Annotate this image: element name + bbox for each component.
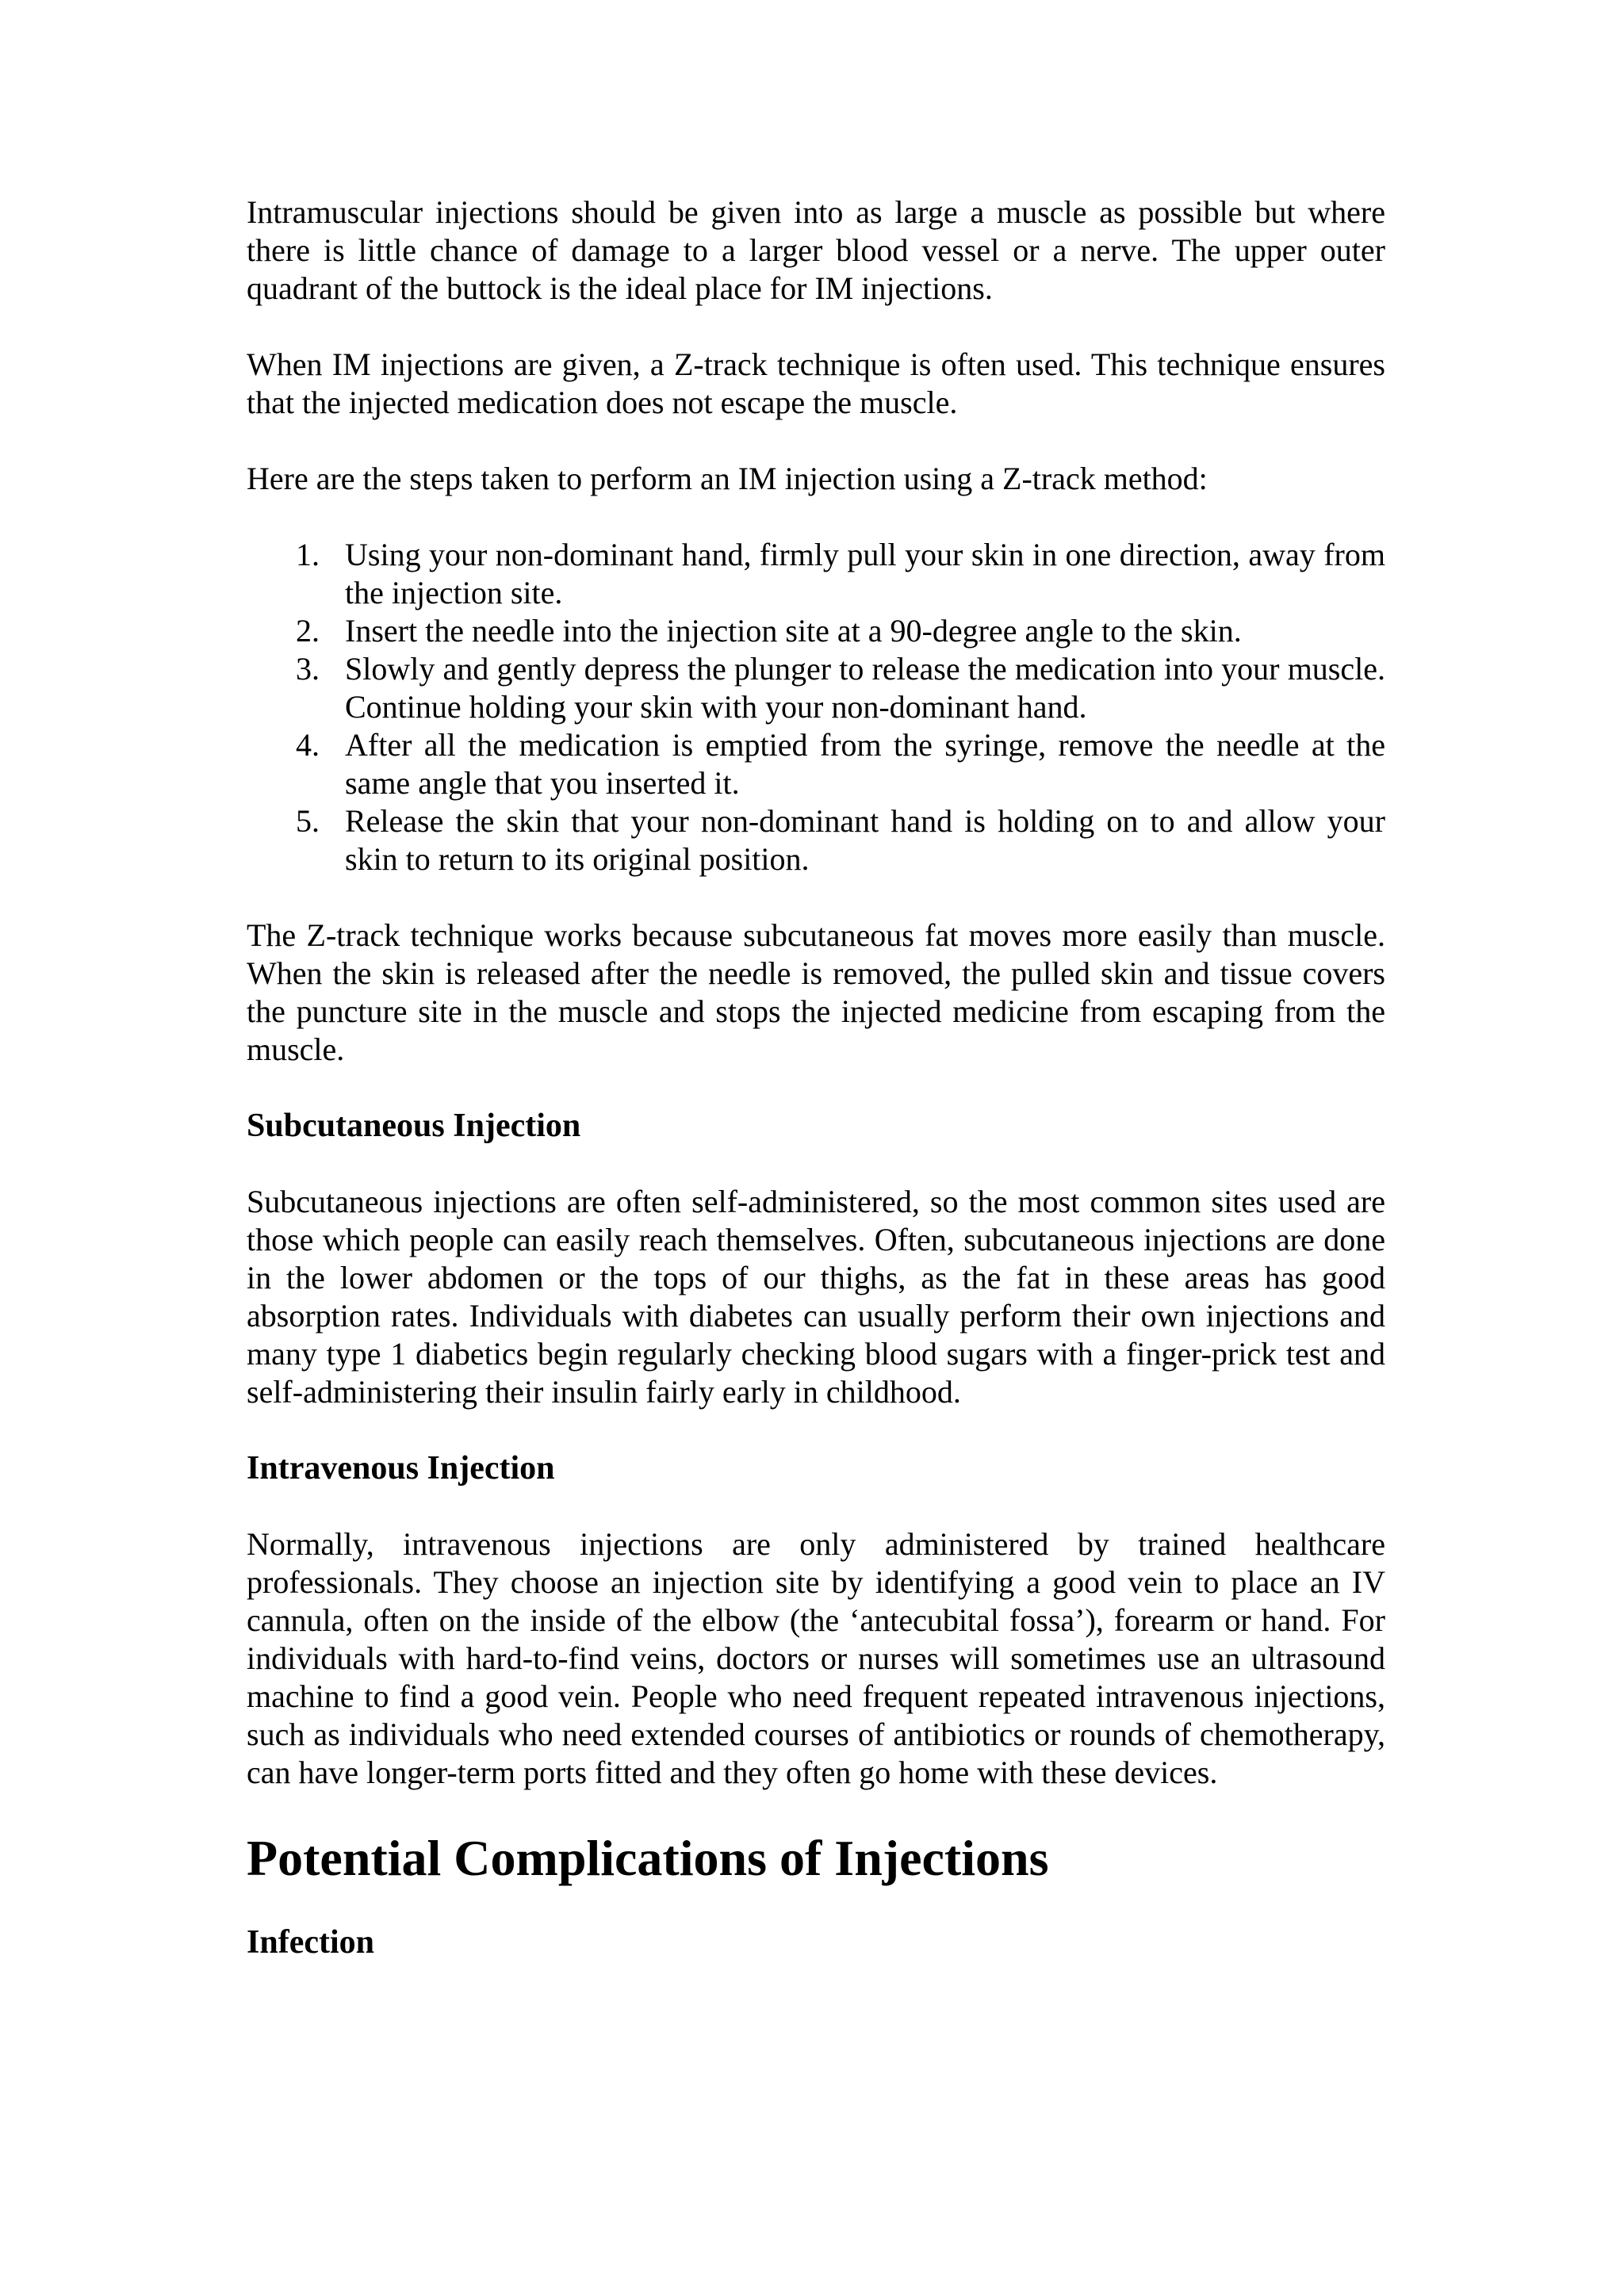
subcutaneous-heading: Subcutaneous Injection (247, 1108, 581, 1144)
list-item (247, 726, 1385, 802)
list-item-number: 3. (296, 651, 320, 687)
list-item-text: Slowly and gently depress the plunger to release the medication into your muscle. Continue holding your skin with your non-dominant hand. (345, 651, 1385, 725)
list-item (247, 650, 1385, 726)
list-item-number: 1. (296, 537, 320, 572)
list-item (247, 802, 1385, 878)
intravenous-heading: Intravenous Injection (247, 1450, 555, 1487)
ztrack-intro-paragraph: When IM injections are given, a Z-track technique is often used. This technique ensures that the injected medication does not escape the muscle. (247, 346, 1385, 420)
subcutaneous-paragraph: Subcutaneous injections are often self-administered, so the most common sites used are those which people can easily reach themselves. Often, subcutaneous injections are done in the lower abdomen or the tops of our thighs, as the fat in these areas has good absorption rates. Individuals with diabetes can usually perform their own injections and many type 1 diabetics begin regularly checking blood sugars with a finger-prick test and self-administering their insulin fairly early in childhood. (247, 1184, 1385, 1410)
complications-heading: Potential Complications of Injections (247, 1830, 1049, 1886)
list-item-number: 2. (296, 613, 320, 649)
list-item-text: Using your non-dominant hand, firmly pull your skin in one direction, away from the injection site. (345, 537, 1385, 610)
list-item (247, 612, 1385, 650)
steps-intro-paragraph: Here are the steps taken to perform an IM injection using a Z-track method: (247, 461, 1208, 496)
document-body (247, 193, 1385, 1999)
list-item-number: 4. (296, 727, 320, 763)
ztrack-explanation-paragraph: The Z-track technique works because subcutaneous fat moves more easily than muscle. When the skin is released after the needle is removed, the pulled skin and tissue covers the puncture site in the muscle and stops the injected medicine from escaping from the muscle. (247, 917, 1385, 1067)
ztrack-steps-list (247, 536, 1385, 878)
intravenous-paragraph: Normally, intravenous injections are only administered by trained healthcare professionals. They choose an injection site by identifying a good vein to place an IV cannula, often on the inside of the elbow (the ‘antecubital fossa’), forearm or hand. For individuals with hard-to-find veins, doctors or nurses will sometimes use an ultrasound machine to find a good vein. People who need frequent repeated intravenous injections, such as individuals who need extended courses of antibiotics or rounds of chemotherapy, can have longer-term ports fitted and they often go home with these devices. (247, 1526, 1385, 1790)
list-item-text: Release the skin that your non-dominant hand is holding on to and allow your skin to return to its original position. (345, 803, 1385, 877)
im-sites-paragraph: Intramuscular injections should be given into as large a muscle as possible but where there is little chance of damage to a larger blood vessel or a nerve. The upper outer quadrant of the buttock is the ideal place for IM injections. (247, 194, 1385, 306)
list-item-number: 5. (296, 803, 320, 839)
list-item-text: Insert the needle into the injection site at a 90-degree angle to the skin. (345, 613, 1242, 649)
list-item-text: After all the medication is emptied from the syringe, remove the needle at the same angle that you inserted it. (345, 727, 1385, 801)
infection-heading: Infection (247, 1924, 374, 1961)
list-item (247, 536, 1385, 612)
